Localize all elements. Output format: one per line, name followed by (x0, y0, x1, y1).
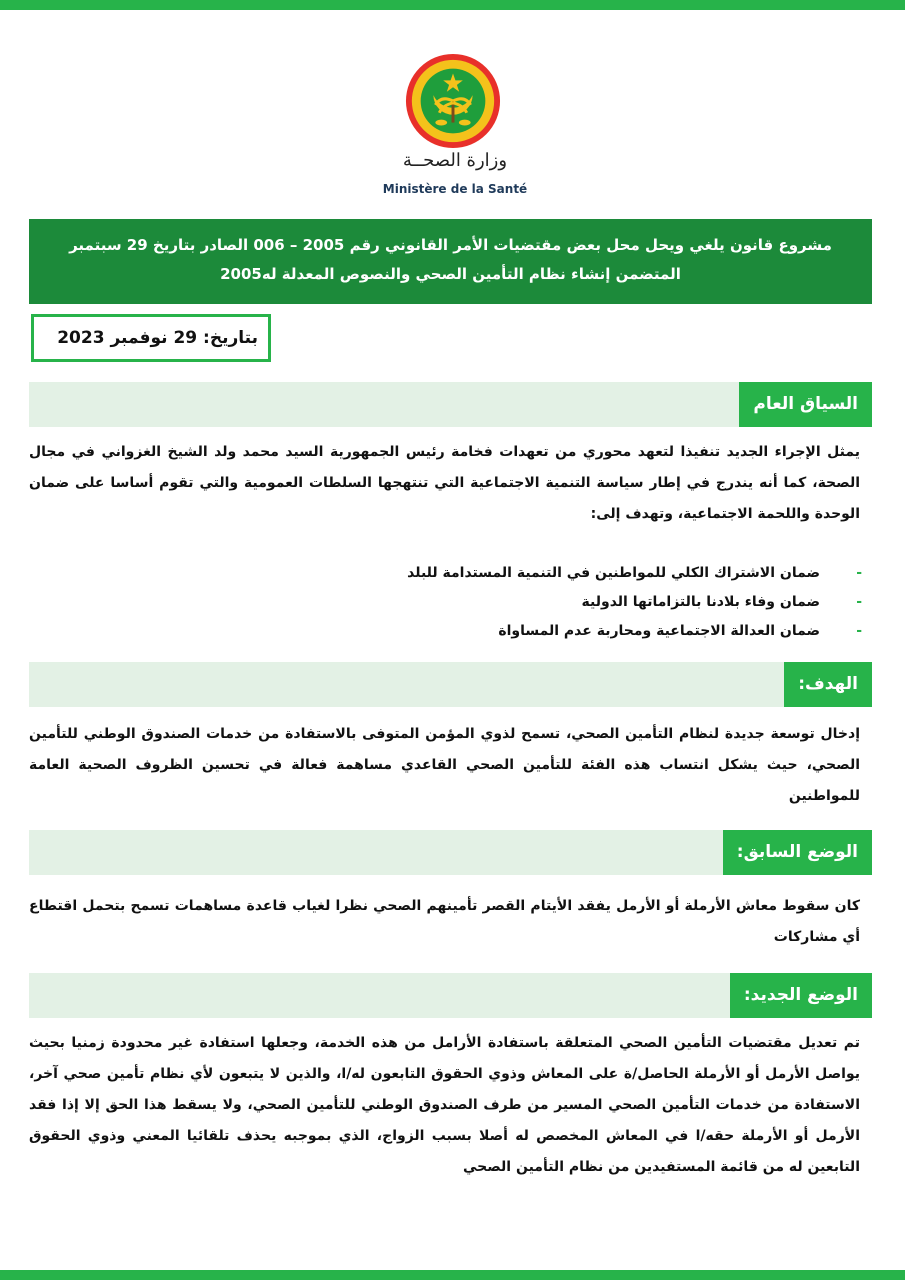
list-item (29, 617, 862, 646)
context-bullet-list (29, 559, 862, 646)
section-context-title: السياق العام (739, 382, 872, 427)
list-item (29, 588, 862, 617)
new-paragraph: تم تعديل مقتضيات التأمين الصحي المتعلقة باستفادة الأرامل من هذه الخدمة، وجعلها استفادة غير محدودة زمنيا بحيث يواصل الأرمل أو الأرملة الحاصل/ة على المعاش وذوي الحقوق التابعون له/ا، والذين لا يتبعون لأي نظام تأمين صحي آخر، الاستفادة من خدمات التأمين الصحي المسير من طرف الصندوق الوطني للتأمين الصحي، ولا يسقط هذا الحق إلا إذا فقد الأرمل أو الأرملة حقه/ا في المعاش المخصص له أصلا بسبب الزواج، الذي بموجبه يحذف تلقائيا المعني وذوي الحقوق التابعين له من قائمة المستفيدين من نظام التأمين الصحي (29, 1035, 860, 1175)
context-paragraph: يمثل الإجراء الجديد تنفيذا لتعهد محوري من تعهدات فخامة رئيس الجمهورية السيد محمد ولد الشيخ الغزواني في مجال الصحة، كما أنه يندرج في إطار سياسة التنمية الاجتماعية التي تنتهجها السلطات العمومية والتي تقوم أساسا على ضمان الوحدة واللحمة الاجتماعية، وتهدف إلى: (29, 444, 860, 522)
ministry-name-french: Ministère de la Santé (382, 182, 528, 196)
bullet-marker: - (856, 565, 862, 581)
section-goal-header (29, 662, 872, 707)
section-new-header (29, 973, 872, 1018)
bullet-text: ضمان الاشتراك الكلي للمواطنين في التنمية المستدامة للبلد (407, 565, 820, 581)
list-item (29, 559, 862, 588)
section-goal-title: الهدف: (784, 662, 872, 707)
document-title: مشروع قانون يلغي ويحل محل بعض مقتضيات الأمر القانوني رقم 2005 – 006 الصادر بتاريخ 29 سبتمبر المتضمن إنشاء نظام التأمين الصحي والنصوص المعدلة له2005 (29, 219, 872, 304)
bullet-text: ضمان العدالة الاجتماعية ومحاربة عدم المساواة (498, 623, 820, 639)
section-previous-header (29, 830, 872, 875)
section-previous-title: الوضع السابق: (723, 830, 872, 875)
bottom-accent-bar (0, 1270, 905, 1280)
bullet-marker: - (856, 623, 862, 639)
goal-paragraph: إدخال توسعة جديدة لنظام التأمين الصحي، تسمح لذوي المؤمن المتوفى بالاستفادة من خدمات الصندوق الوطني للتأمين الصحي، حيث يشكل انتساب هذه الفئة للتأمين الصحي القاعدي مساهمة فعالة في تحسين الظروف الصحية العامة للمواطنين (29, 726, 860, 804)
mauritania-emblem-icon (404, 52, 502, 150)
previous-paragraph: كان سقوط معاش الأرملة أو الأرمل يفقد الأيتام القصر تأمينهم الصحي نظرا لغياب قاعدة مساهمات تسمح بتحمل اقتطاع أي مشاركات (29, 898, 860, 945)
bullet-marker: - (856, 594, 862, 610)
section-new-title: الوضع الجديد: (730, 973, 872, 1018)
section-context-header (29, 382, 872, 427)
top-accent-bar (0, 0, 905, 10)
bullet-text: ضمان وفاء بلادنا بالتزاماتها الدولية (581, 594, 820, 610)
ministry-name-arabic: وزارة الصحــة (402, 150, 508, 171)
document-date: بتاريخ: 29 نوفمبر 2023 (31, 314, 271, 362)
